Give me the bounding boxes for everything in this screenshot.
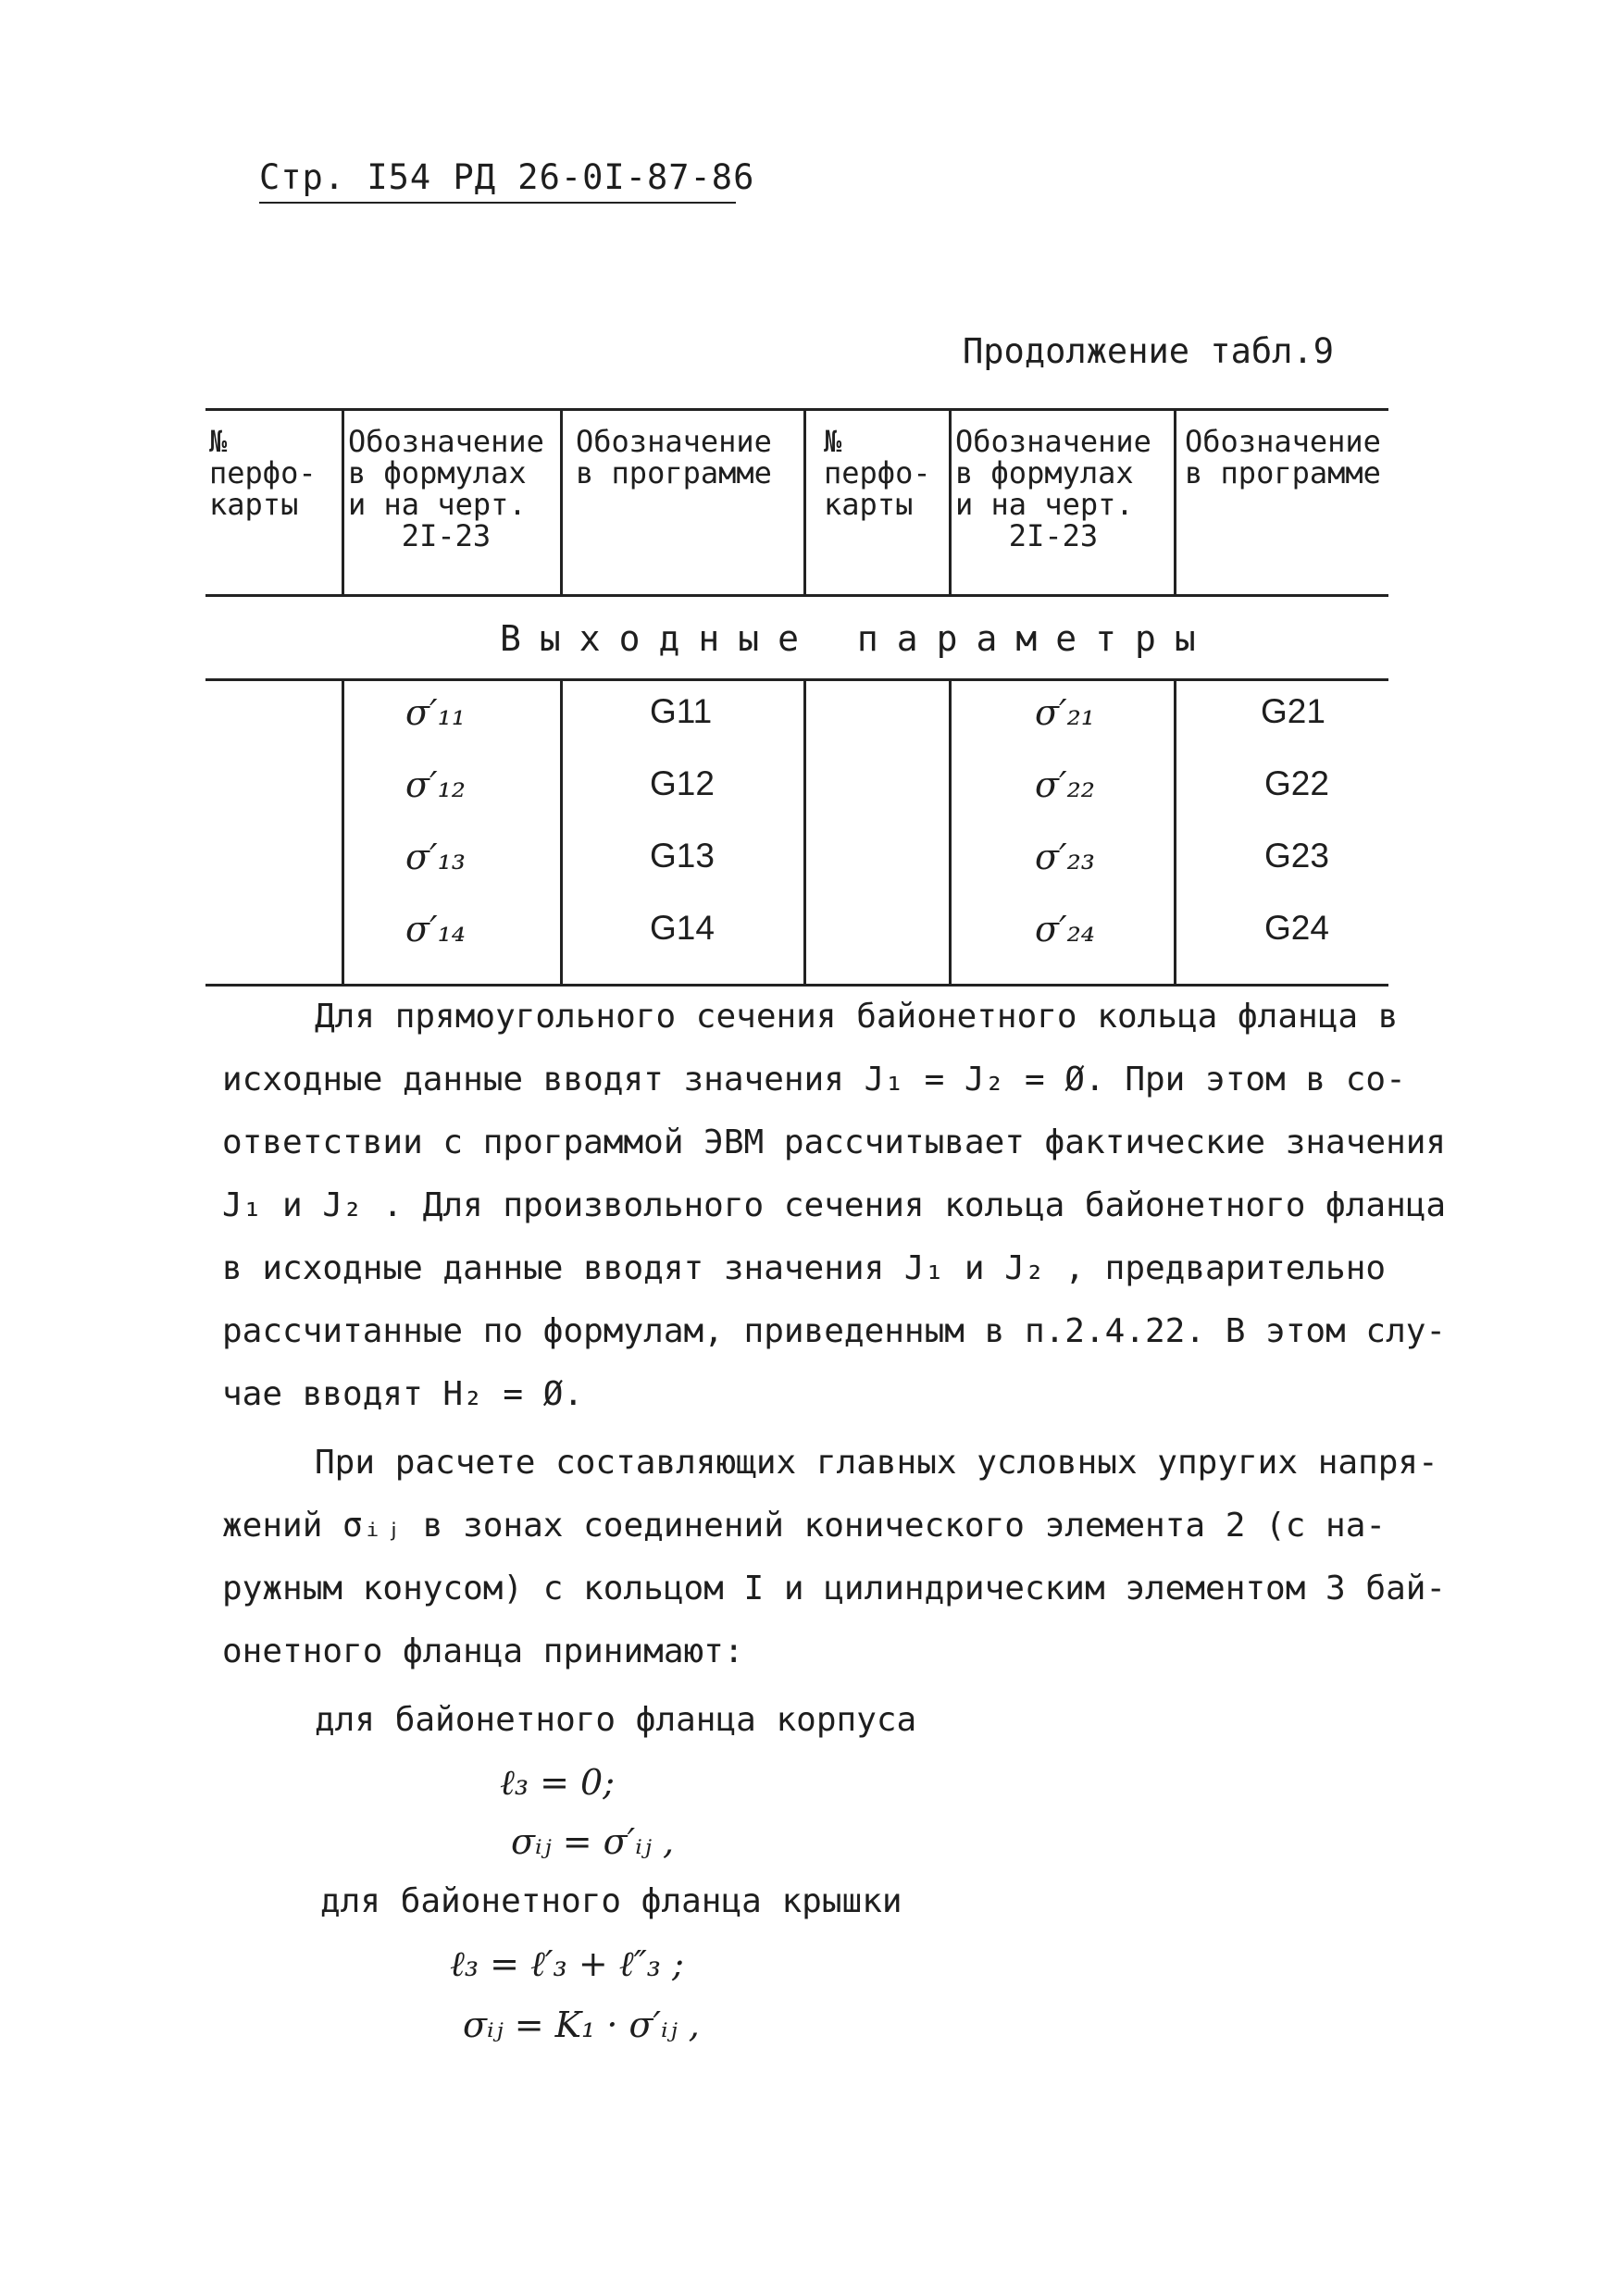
table-col-divider — [803, 408, 806, 597]
formula-sigma-equal: σᵢⱼ = σ′ᵢⱼ , — [511, 1821, 675, 1862]
text-line: рассчитанные по формулам, приведенным в п.2.4.22. В этом слу- — [222, 1312, 1447, 1350]
table-continuation-label: Продолжение табл.9 — [963, 331, 1334, 371]
case-label-cover-flange: для байонетного фланца крышки — [320, 1882, 902, 1920]
table-section-title: Выходные параметры — [500, 618, 1214, 659]
table-cell-formula: σ′₂₃ — [1035, 837, 1096, 877]
text-line: жений σᵢⱼ в зонах соединений конического элемента 2 (с на- — [222, 1507, 1387, 1545]
text-line: чае вводят H₂ = Ø. — [222, 1375, 584, 1413]
table-cell-program: G23 — [1264, 837, 1329, 875]
table-cell-program: G14 — [650, 909, 715, 947]
table-cell-formula: σ′₂₂ — [1035, 764, 1096, 805]
column-header-card-no: № перфо- карты — [209, 424, 317, 522]
column-header-card-no: № перфо- карты — [824, 424, 931, 522]
text-line: ружным конусом) с кольцом I и цилиндрическим элементом 3 бай- — [222, 1570, 1447, 1607]
table-bottom-rule — [205, 984, 1388, 987]
formula-l3-zero: ℓ₃ = 0; — [500, 1762, 616, 1803]
table-cell-program: G22 — [1264, 764, 1329, 802]
table-col-divider — [342, 408, 344, 597]
table-cell-formula: σ′₁₃ — [405, 837, 467, 877]
column-header-formula-symbol: Обозначение в формулах и на черт. 2I-23 — [955, 424, 1151, 553]
table-col-divider — [949, 678, 952, 987]
table-cell-program: G24 — [1264, 909, 1329, 947]
text-line: Для прямоугольного сечения байонетного кольца фланца в — [315, 998, 1399, 1036]
table-col-divider — [1174, 678, 1176, 987]
table-cell-program: G11 — [650, 692, 713, 730]
table-cell-formula: σ′₁₁ — [405, 692, 467, 733]
column-header-formula-symbol: Обозначение в формулах и на черт. 2I-23 — [348, 424, 544, 553]
table-cell-program: G21 — [1261, 692, 1326, 730]
table-cell-formula: σ′₂₁ — [1035, 692, 1096, 733]
table-col-divider — [342, 678, 344, 987]
table-cell-formula: σ′₁₄ — [405, 909, 467, 949]
table-cell-program: G13 — [650, 837, 715, 875]
table-col-divider — [803, 678, 806, 987]
column-header-program-symbol: Обозначение в программе — [576, 424, 772, 490]
text-line: исходные данные вводят значения J₁ = J₂ = Ø. При этом в со- — [222, 1061, 1406, 1098]
table-cell-formula: σ′₂₄ — [1035, 909, 1096, 949]
table-cell-formula: σ′₁₂ — [405, 764, 467, 805]
text-line: онетного фланца принимают: — [222, 1632, 744, 1670]
text-line: J₁ и J₂ . Для произвольного сечения кольца байонетного фланца — [222, 1186, 1447, 1224]
formula-l3-sum: ℓ₃ = ℓ′₃ + ℓ″₃ ; — [450, 1943, 684, 1984]
text-line: При расчете составляющих главных условных упругих напря- — [315, 1444, 1438, 1482]
table-col-divider — [560, 408, 563, 597]
text-line: ответствии с программой ЭВМ рассчитывает фактические значения — [222, 1123, 1447, 1161]
table-col-divider — [1174, 408, 1176, 597]
table-header-rule — [205, 594, 1388, 597]
table-subhead-rule — [205, 678, 1388, 681]
table-cell-program: G12 — [650, 764, 715, 802]
page-reference: Стр. I54 РД 26-0I-87-86 — [259, 157, 755, 197]
column-header-program-symbol: Обозначение в программе — [1185, 424, 1381, 490]
formula-sigma-k1: σᵢⱼ = K₁ · σ′ᵢⱼ , — [463, 2004, 700, 2045]
table-col-divider — [949, 408, 952, 597]
text-line: в исходные данные вводят значения J₁ и J₂ , предварительно — [222, 1249, 1387, 1287]
case-label-body-flange: для байонетного фланца корпуса — [315, 1701, 917, 1739]
table-col-divider — [560, 678, 563, 987]
header-underline — [259, 202, 736, 204]
table-top-rule — [205, 408, 1388, 411]
